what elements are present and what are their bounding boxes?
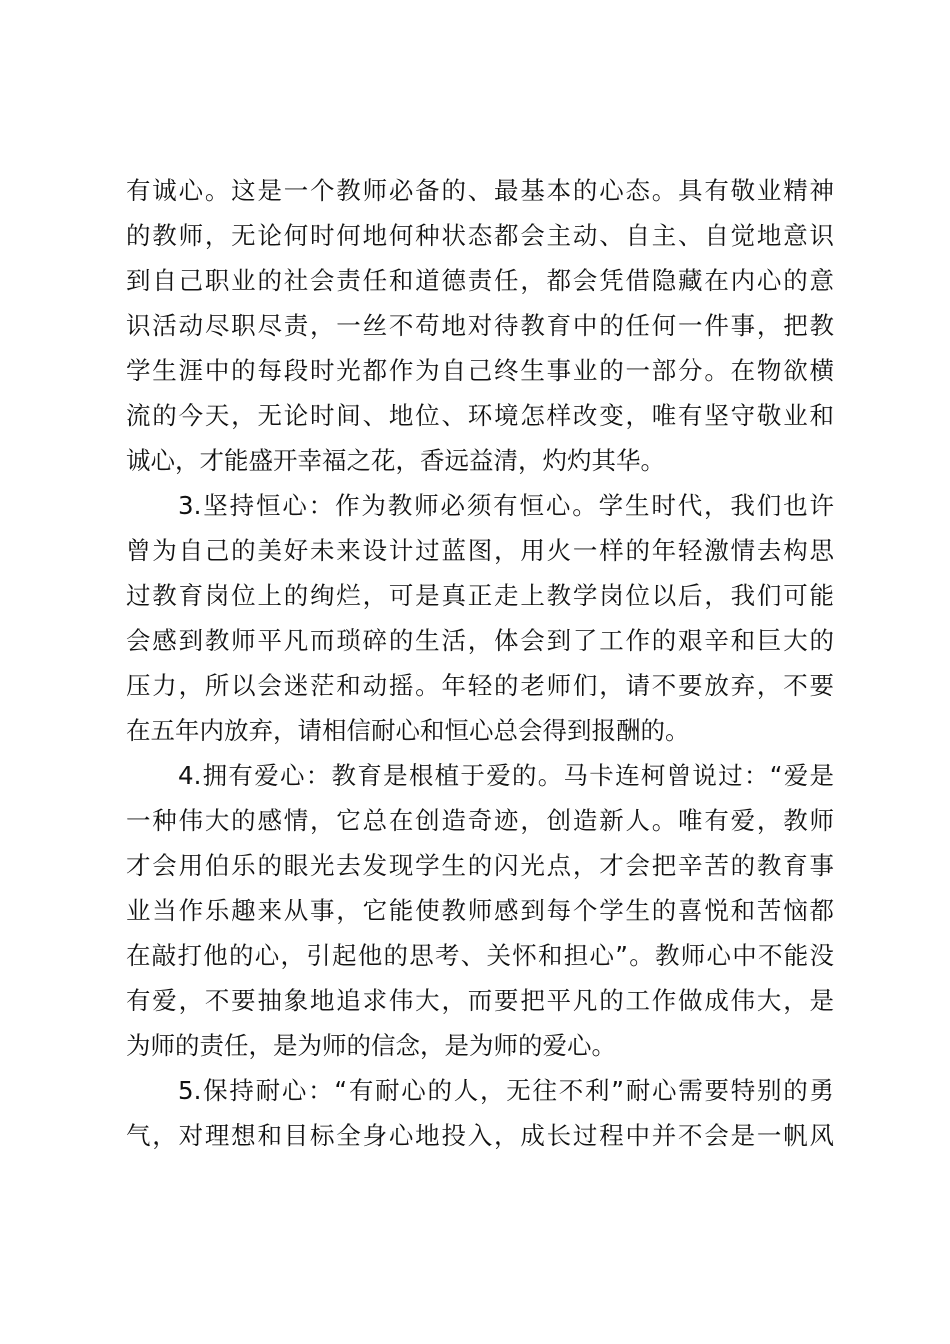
- text-line: 业当作乐趣来从事，它能使教师感到每个学生的喜悦和苦恼都: [126, 896, 834, 925]
- text-line: 流的今天，无论时间、地位、环境怎样改变，唯有坚守敬业和: [126, 401, 834, 430]
- text-line: 到自己职业的社会责任和道德责任，都会凭借隐藏在内心的意: [126, 266, 834, 295]
- text-line: 学生涯中的每段时光都作为自己终生事业的一部分。在物欲横: [126, 356, 834, 385]
- text-line: 才会用伯乐的眼光去发现学生的闪光点，才会把辛苦的教育事: [126, 851, 834, 880]
- text-line: 气，对理想和目标全身心地投入，成长过程中并不会是一帆风: [126, 1121, 834, 1150]
- text-line: 有爱，不要抽象地追求伟大，而要把平凡的工作做成伟大，是: [126, 986, 834, 1015]
- text-line: 一种伟大的感情，它总在创造奇迹，创造新人。唯有爱，教师: [126, 806, 834, 835]
- text-line: 在敲打他的心，引起他的思考、关怀和担心”。教师心中不能没: [126, 941, 834, 970]
- text-line: 识活动尽职尽责，一丝不苟地对待教育中的任何一件事，把教: [126, 311, 834, 340]
- text-line: 为师的责任，是为师的信念，是为师的爱心。: [126, 1031, 616, 1060]
- paragraph-perseverance: [126, 483, 834, 753]
- text-line: 过教育岗位上的绚烂，可是真正走上教学岗位以后，我们可能: [126, 581, 834, 610]
- text-line: 压力，所以会迷茫和动摇。年轻的老师们，请不要放弃，不要: [126, 671, 834, 700]
- paragraph-first-line: 5.保持耐心：“有耐心的人，无往不利”耐心需要特别的勇: [178, 1076, 834, 1105]
- text-line: 会感到教师平凡而琐碎的生活，体会到了工作的艰辛和巨大的: [126, 626, 834, 655]
- paragraph-love: [126, 753, 834, 1068]
- text-line: 在五年内放弃，请相信耐心和恒心总会得到报酬的。: [126, 716, 690, 745]
- paragraph-first-line: 3.坚持恒心：作为教师必须有恒心。学生时代，我们也许: [178, 491, 834, 520]
- paragraph-patience: [126, 1068, 834, 1158]
- paragraph-commitment-continued: [126, 168, 834, 483]
- text-line: 的教师，无论何时何地何种状态都会主动、自主、自觉地意识: [126, 221, 834, 250]
- paragraph-first-line: 4.拥有爱心：教育是根植于爱的。马卡连柯曾说过：“爱是: [178, 761, 834, 790]
- text-line: 有诚心。这是一个教师必备的、最基本的心态。具有敬业精神: [126, 176, 834, 205]
- text-line: 诚心，才能盛开幸福之花，香远益清，灼灼其华。: [126, 446, 665, 475]
- document-body: [126, 168, 834, 1158]
- text-line: 曾为自己的美好未来设计过蓝图，用火一样的年轻激情去构思: [126, 536, 834, 565]
